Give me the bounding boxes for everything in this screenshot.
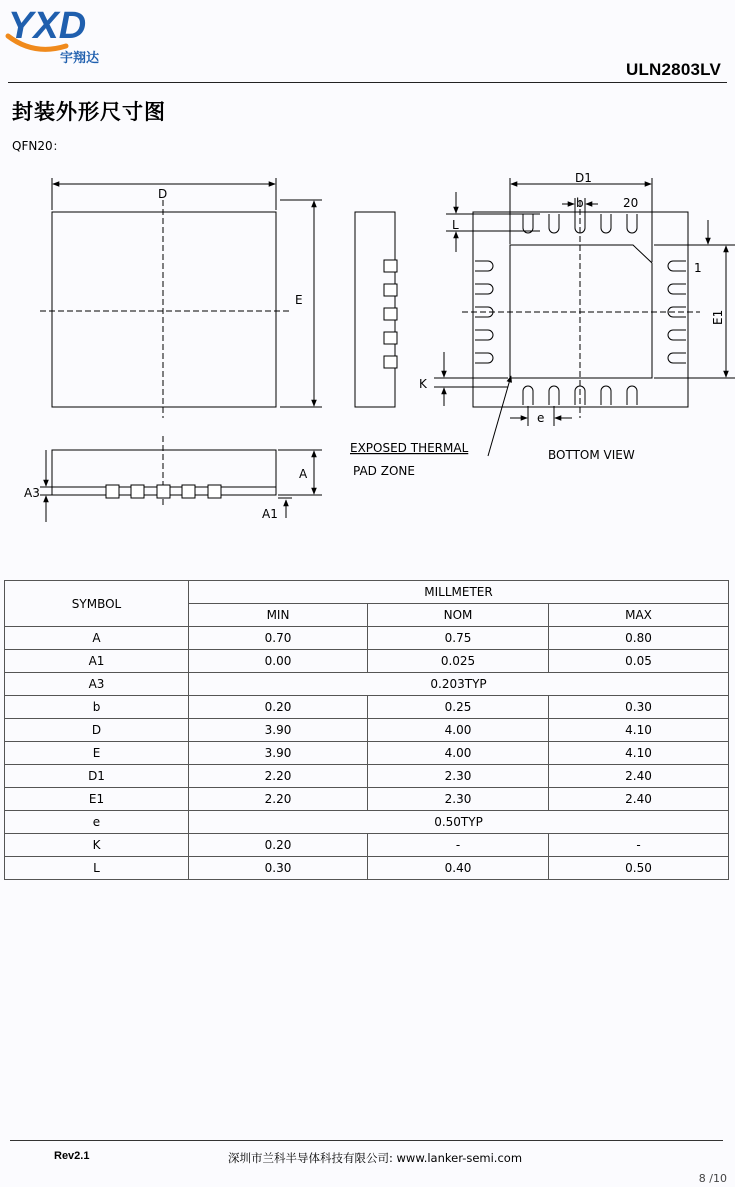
nom-cell: 2.30 <box>368 765 549 788</box>
min-cell: 0.70 <box>189 627 368 650</box>
label-D1: D1 <box>575 171 592 185</box>
symbol-cell: A3 <box>5 673 189 696</box>
min-cell: 0.20 <box>189 834 368 857</box>
nom-cell: 2.30 <box>368 788 549 811</box>
max-cell: 0.05 <box>549 650 729 673</box>
max-cell: 4.10 <box>549 742 729 765</box>
label-e: e <box>537 411 545 425</box>
page-current: 8 <box>698 1172 706 1185</box>
label-A1: A1 <box>262 507 278 521</box>
label-L: L <box>452 218 459 232</box>
revision-label: Rev2.1 <box>54 1150 90 1162</box>
company-info: 深圳市兰科半导体科技有限公司: www.lanker-semi.com <box>228 1151 523 1165</box>
company-logo <box>4 2 120 66</box>
page-total: /10 <box>709 1172 727 1185</box>
label-D: D <box>158 187 168 201</box>
table-header-row <box>5 581 729 604</box>
symbol-cell: D1 <box>5 765 189 788</box>
symbol-cell: b <box>5 696 189 719</box>
exposed-thermal-label: EXPOSED THERMAL <box>350 441 469 455</box>
nom-cell: 4.00 <box>368 719 549 742</box>
label-pin-20: 20 <box>623 196 639 210</box>
label-A: A <box>299 467 308 481</box>
max-cell: 0.80 <box>549 627 729 650</box>
label-E1: E1 <box>711 309 725 325</box>
nom-cell: 0.025 <box>368 650 549 673</box>
symbol-cell: A <box>5 627 189 650</box>
nom-cell: - <box>368 834 549 857</box>
table-row <box>5 627 729 650</box>
symbol-cell: e <box>5 811 189 834</box>
section-title: 封装外形尺寸图 <box>12 100 166 124</box>
symbol-cell: E <box>5 742 189 765</box>
min-cell: 2.20 <box>189 765 368 788</box>
symbol-cell: L <box>5 857 189 880</box>
min-cell: 2.20 <box>189 788 368 811</box>
table-row <box>5 765 729 788</box>
pad-zone-label: PAD ZONE <box>353 464 415 478</box>
symbol-cell: K <box>5 834 189 857</box>
symbol-cell: A1 <box>5 650 189 673</box>
package-name: QFN20： <box>12 139 65 153</box>
table-row <box>5 788 729 811</box>
top-view-body <box>52 212 276 407</box>
nom-cell: 4.00 <box>368 742 549 765</box>
nom-cell: 0.40 <box>368 857 549 880</box>
min-cell: 0.00 <box>189 650 368 673</box>
typ-cell: 0.50TYP <box>189 811 729 834</box>
min-cell: 3.90 <box>189 719 368 742</box>
label-A3: A3 <box>24 486 40 500</box>
table-row <box>5 834 729 857</box>
nom-cell: 0.25 <box>368 696 549 719</box>
max-cell: - <box>549 834 729 857</box>
bottom-view-label: BOTTOM VIEW <box>548 448 635 462</box>
min-cell: 3.90 <box>189 742 368 765</box>
min-cell: 0.20 <box>189 696 368 719</box>
max-cell: 2.40 <box>549 788 729 811</box>
package-outline-drawing <box>0 160 735 530</box>
typ-cell: 0.203TYP <box>189 673 729 696</box>
table-row <box>5 650 729 673</box>
nom-header: NOM <box>368 604 549 627</box>
footer-divider <box>10 1140 723 1141</box>
nom-cell: 0.75 <box>368 627 549 650</box>
label-K: K <box>419 377 427 391</box>
unit-header: MILLMETER <box>189 581 729 604</box>
max-header: MAX <box>549 604 729 627</box>
table-row <box>5 857 729 880</box>
table-row <box>5 673 729 696</box>
label-b: b <box>576 196 584 210</box>
header-divider <box>8 82 727 83</box>
table-row <box>5 696 729 719</box>
label-pin-1: 1 <box>694 261 702 275</box>
logo-chinese-name: 宇翔达 <box>60 51 100 66</box>
symbol-header: SYMBOL <box>5 581 189 627</box>
table-row <box>5 742 729 765</box>
page-number <box>699 1172 727 1185</box>
logo-letters: YXD <box>8 5 87 47</box>
table-row <box>5 719 729 742</box>
max-cell: 2.40 <box>549 765 729 788</box>
max-cell: 4.10 <box>549 719 729 742</box>
max-cell: 0.50 <box>549 857 729 880</box>
table-row <box>5 811 729 834</box>
label-E: E <box>295 293 303 307</box>
symbol-cell: D <box>5 719 189 742</box>
min-header: MIN <box>189 604 368 627</box>
dimension-table <box>4 580 729 880</box>
min-cell: 0.30 <box>189 857 368 880</box>
part-number: ULN2803LV <box>625 60 721 79</box>
max-cell: 0.30 <box>549 696 729 719</box>
symbol-cell: E1 <box>5 788 189 811</box>
